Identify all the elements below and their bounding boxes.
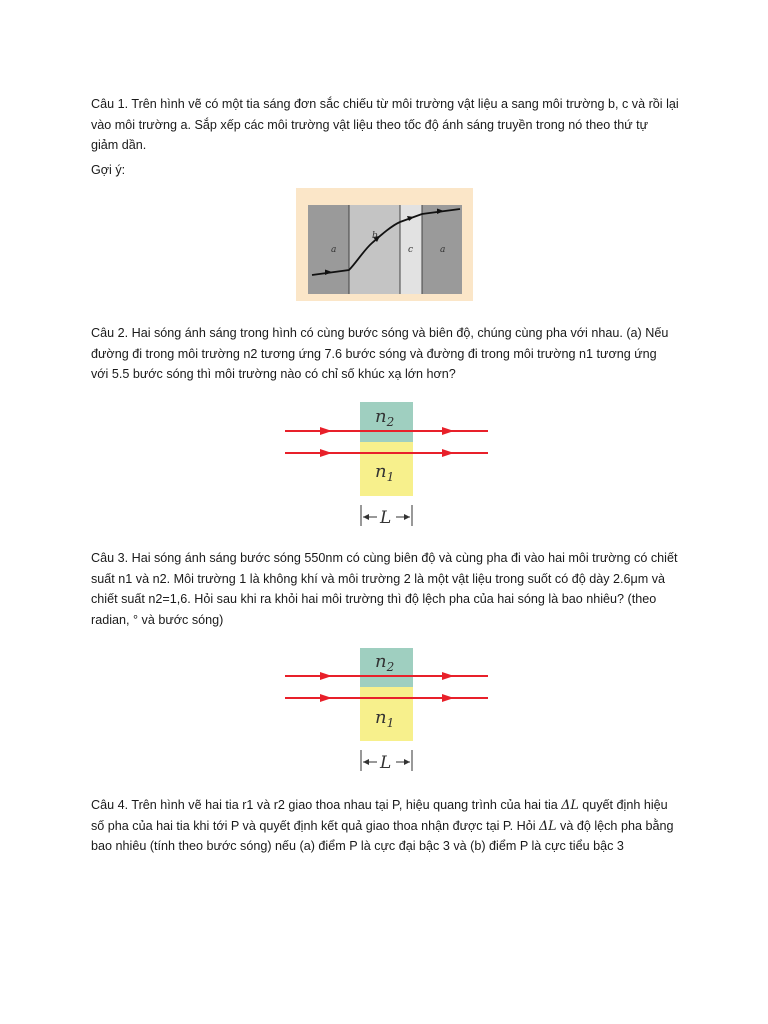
- medium-b: [349, 205, 400, 294]
- label-n2-sub: 2: [386, 415, 395, 429]
- label-a-left: a: [331, 245, 337, 255]
- label-c: c: [408, 245, 414, 255]
- refraction-figure: [296, 188, 473, 301]
- question-1-line-2: vào môi trường a. Sắp xếp các môi trường vật liệu theo tốc độ ánh sáng truyền trong nó theo thứ tự: [91, 117, 649, 132]
- question-2: [91, 323, 691, 385]
- question-4: [91, 795, 691, 857]
- label-n1: n: [375, 461, 387, 482]
- label-n2-sub: 2: [386, 660, 395, 674]
- hint-label: Gợi ý:: [91, 163, 126, 177]
- question-3-line-4: radian, ° và bước sóng): [91, 612, 224, 627]
- question-2-line-2: đường đi trong môi trường n2 tương ứng 7.6 bước sóng và đường đi trong môi trường n1 tương ứng: [91, 346, 657, 361]
- question-4-line-1: Câu 4. Trên hình vẽ hai tia r1 và r2 giao thoa nhau tại P, hiệu quang trình của hai tia ΔL quyết định hiệu: [91, 797, 668, 812]
- question-3-line-2: suất n1 và n2. Môi trường 1 là không khí và môi trường 2 là một vật liệu trong suốt có độ dày 2.6μm và: [91, 571, 666, 586]
- label-a-right: a: [440, 245, 446, 255]
- two-media-figure-2: [283, 648, 491, 774]
- label-n2: n: [375, 651, 387, 672]
- question-3: [91, 548, 691, 630]
- question-3-line-3: chiết suất n2=1,6. Hỏi sau khi ra khỏi hai môi trường thì độ lệch pha của hai sóng là bao nhiêu? (theo: [91, 592, 657, 606]
- question-4-line-2: số pha của hai tia khi tới P và quyết định kết quả giao thoa nhận được tại P. Hỏi ΔL và độ lệch pha bằng: [91, 817, 674, 833]
- delta-L-symbol: ΔL: [561, 797, 579, 812]
- two-media-figure-1: [283, 402, 491, 528]
- question-2-line-1: Câu 2. Hai sóng ánh sáng trong hình có cùng bước sóng và biên độ, chúng cùng pha với nhau. (a) Nếu: [91, 326, 669, 340]
- medium-a-left: [308, 205, 349, 294]
- label-n1-sub: 1: [386, 716, 395, 730]
- question-4-line-3: bao nhiêu (tính theo bước sóng) nếu (a) điểm P là cực đại bậc 3 và (b) điểm P là cực tiểu bậc 3: [91, 839, 624, 853]
- question-1-line-3: giảm dần.: [91, 138, 147, 152]
- question-1: [91, 94, 691, 156]
- label-L: L: [380, 508, 392, 528]
- label-L: L: [380, 753, 392, 773]
- label-n1: n: [375, 707, 387, 728]
- label-n2: n: [375, 406, 387, 427]
- label-n1-sub: 1: [386, 470, 395, 484]
- question-1-line-1: Câu 1. Trên hình vẽ có một tia sáng đơn sắc chiếu từ môi trường vật liệu a sang môi trường b, c và rồi lại: [91, 97, 679, 111]
- question-3-line-1: Câu 3. Hai sóng ánh sáng bước sóng 550nm có cùng biên độ và cùng pha đi vào hai môi trường có chiết: [91, 551, 678, 565]
- delta-L-symbol: ΔL: [539, 817, 557, 833]
- question-2-line-3: với 5.5 bước sóng thì môi trường nào có chỉ số khúc xạ lớn hơn?: [91, 367, 456, 381]
- label-b: b: [372, 231, 378, 241]
